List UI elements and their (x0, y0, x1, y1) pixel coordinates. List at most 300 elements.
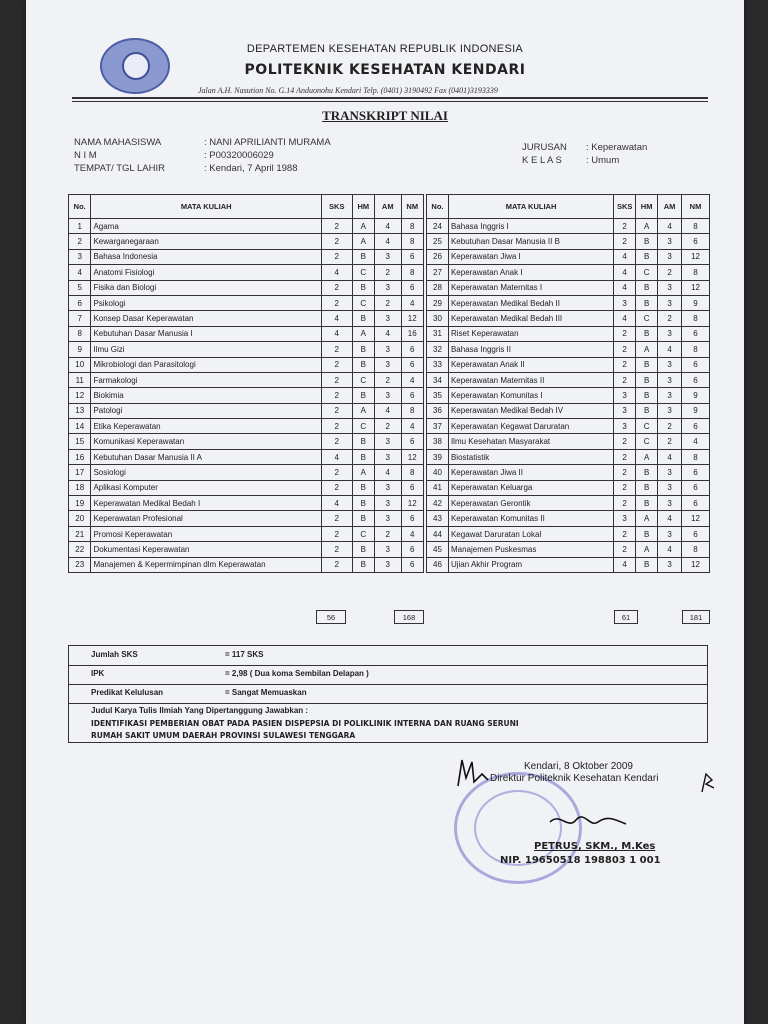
hm-grade: C (352, 526, 374, 541)
course-name: Keperawatan Komunitas I (448, 388, 613, 403)
am-value: 3 (658, 480, 682, 495)
col-header-no: No. (69, 195, 91, 219)
course-name: Ilmu Gizi (91, 342, 322, 357)
hm-grade: A (636, 511, 658, 526)
ipk-value: = 2,98 ( Dua koma Sembilan Delapan ) (225, 669, 369, 678)
thesis-title-line2: RUMAH SAKIT UMUM DAERAH PROVINSI SULAWESI TENGGARA (91, 731, 356, 740)
table-row (427, 480, 710, 495)
row-number: 4 (69, 265, 91, 280)
am-value: 4 (375, 234, 402, 249)
am-value: 3 (375, 480, 402, 495)
am-value: 3 (658, 403, 682, 418)
table-row (427, 219, 710, 234)
row-number: 41 (427, 480, 449, 495)
nm-value: 8 (401, 234, 423, 249)
hm-grade: C (636, 419, 658, 434)
row-number: 32 (427, 342, 449, 357)
row-number: 44 (427, 526, 449, 541)
sks-value: 2 (321, 280, 352, 295)
hm-grade: B (352, 496, 374, 511)
sks-value: 2 (614, 342, 636, 357)
table-row (427, 388, 710, 403)
row-number: 20 (69, 511, 91, 526)
row-number: 2 (69, 234, 91, 249)
am-value: 2 (658, 419, 682, 434)
sks-value: 4 (321, 449, 352, 464)
nm-value: 12 (401, 449, 423, 464)
summary-box (68, 645, 708, 743)
row-number: 31 (427, 326, 449, 341)
am-value: 2 (658, 434, 682, 449)
am-value: 3 (375, 249, 402, 264)
sks-value: 4 (614, 311, 636, 326)
nm-value: 9 (682, 388, 710, 403)
hm-grade: B (636, 526, 658, 541)
am-value: 3 (658, 295, 682, 310)
hm-grade: B (636, 388, 658, 403)
am-value: 3 (658, 496, 682, 511)
hm-grade: B (352, 557, 374, 572)
table-row (69, 219, 424, 234)
hm-grade: B (352, 449, 374, 464)
am-value: 3 (375, 311, 402, 326)
nm-value: 8 (401, 219, 423, 234)
row-number: 21 (69, 526, 91, 541)
hm-grade: A (636, 542, 658, 557)
row-number: 37 (427, 419, 449, 434)
sks-value: 2 (614, 480, 636, 495)
am-value: 3 (375, 557, 402, 572)
signature-position: Direktur Politeknik Kesehatan Kendari (490, 773, 659, 784)
row-number: 34 (427, 372, 449, 387)
hm-grade: B (352, 511, 374, 526)
course-name: Kegawat Daruratan Lokal (448, 526, 613, 541)
table-row (427, 449, 710, 464)
nm-value: 9 (682, 403, 710, 418)
row-number: 28 (427, 280, 449, 295)
sks-value: 2 (321, 372, 352, 387)
sks-total-label: Jumlah SKS (91, 650, 138, 659)
nm-value: 4 (401, 295, 423, 310)
row-number: 26 (427, 249, 449, 264)
name-label: NAMA MAHASISWA (74, 137, 162, 148)
sks-value: 2 (321, 249, 352, 264)
am-value: 3 (375, 542, 402, 557)
am-value: 2 (658, 265, 682, 280)
row-number: 14 (69, 419, 91, 434)
hm-grade: C (636, 434, 658, 449)
sks-value: 2 (614, 526, 636, 541)
director-nip: NIP. 19650518 198803 1 001 (500, 855, 661, 866)
col-header-am: AM (375, 195, 402, 219)
nm-value: 8 (401, 403, 423, 418)
header-rule-thin (72, 101, 708, 102)
institution-address: Jalan A.H. Nasution No. G.14 Anduonohu Kendari Telp. (0401) 3190492 Fax (0401)3193339 (198, 86, 498, 95)
nm-value: 6 (401, 280, 423, 295)
left-sks-total: 56 (316, 610, 346, 624)
row-number: 46 (427, 557, 449, 572)
table-row (69, 419, 424, 434)
table-row (427, 342, 710, 357)
table-row (69, 311, 424, 326)
table-row (427, 526, 710, 541)
sks-value: 3 (614, 511, 636, 526)
am-value: 4 (658, 511, 682, 526)
table-row (69, 465, 424, 480)
row-number: 35 (427, 388, 449, 403)
table-row (427, 419, 710, 434)
table-row (427, 280, 710, 295)
am-value: 4 (658, 542, 682, 557)
nm-value: 16 (401, 326, 423, 341)
course-name: Agama (91, 219, 322, 234)
table-row (427, 465, 710, 480)
table-row (69, 542, 424, 557)
nm-value: 6 (682, 326, 710, 341)
nm-value: 8 (682, 311, 710, 326)
hm-grade: A (352, 326, 374, 341)
course-name: Ilmu Kesehatan Masyarakat (448, 434, 613, 449)
hm-grade: B (352, 357, 374, 372)
nm-value: 6 (401, 557, 423, 572)
course-name: Patologi (91, 403, 322, 418)
sks-value: 2 (614, 542, 636, 557)
course-name: Kebutuhan Dasar Manusia II B (448, 234, 613, 249)
sks-value: 2 (321, 403, 352, 418)
table-row (69, 388, 424, 403)
am-value: 3 (375, 388, 402, 403)
hm-grade: B (636, 372, 658, 387)
nim-value: : P00320006029 (204, 150, 274, 161)
am-value: 3 (375, 496, 402, 511)
nm-value: 6 (682, 480, 710, 495)
hm-grade: B (352, 249, 374, 264)
course-name: Keperawatan Anak I (448, 265, 613, 280)
row-number: 40 (427, 465, 449, 480)
course-name: Keperawatan Medikal Bedah IV (448, 403, 613, 418)
row-number: 15 (69, 434, 91, 449)
table-row (69, 496, 424, 511)
am-value: 4 (658, 449, 682, 464)
row-number: 23 (69, 557, 91, 572)
hm-grade: C (636, 311, 658, 326)
row-number: 39 (427, 449, 449, 464)
col-header-course: MATA KULIAH (91, 195, 322, 219)
am-value: 3 (658, 326, 682, 341)
table-row (69, 234, 424, 249)
hm-grade: B (636, 465, 658, 480)
am-value: 3 (658, 557, 682, 572)
table-row (427, 249, 710, 264)
nm-value: 6 (682, 496, 710, 511)
hm-grade: B (352, 542, 374, 557)
sks-value: 2 (321, 219, 352, 234)
department-label: JURUSAN (522, 142, 567, 153)
paraf-signature-icon (452, 752, 492, 792)
row-number: 29 (427, 295, 449, 310)
am-value: 3 (658, 388, 682, 403)
nm-value: 6 (682, 357, 710, 372)
thesis-title-line1: IDENTIFIKASI PEMBERIAN OBAT PADA PASIEN DISPEPSIA DI POLIKLINIK INTERNA DAN RUANG SERUNI (91, 719, 519, 728)
hm-grade: B (636, 280, 658, 295)
sks-value: 4 (321, 311, 352, 326)
sks-value: 2 (321, 357, 352, 372)
sks-value: 2 (321, 342, 352, 357)
sks-value: 2 (614, 357, 636, 372)
row-number: 6 (69, 295, 91, 310)
table-row (69, 265, 424, 280)
hm-grade: B (636, 249, 658, 264)
course-name: Kewarganegaraan (91, 234, 322, 249)
sks-value: 3 (614, 403, 636, 418)
col-header-hm: HM (636, 195, 658, 219)
am-value: 3 (658, 465, 682, 480)
sks-value: 2 (614, 234, 636, 249)
course-name: Psikologi (91, 295, 322, 310)
col-header-hm: HM (352, 195, 374, 219)
am-value: 2 (658, 311, 682, 326)
hm-grade: B (636, 557, 658, 572)
right-nm-total: 181 (682, 610, 710, 624)
am-value: 3 (658, 234, 682, 249)
col-header-no: No. (427, 195, 449, 219)
col-header-course: MATA KULIAH (448, 195, 613, 219)
course-name: Dokumentasi Keperawatan (91, 542, 322, 557)
course-name: Keperawatan Anak II (448, 357, 613, 372)
table-row (427, 511, 710, 526)
row-number: 27 (427, 265, 449, 280)
institution-heading: POLITEKNIK KESEHATAN KENDARI (244, 62, 526, 78)
nm-value: 4 (401, 372, 423, 387)
table-row (427, 557, 710, 572)
am-value: 3 (658, 249, 682, 264)
table-row (69, 403, 424, 418)
sks-value: 2 (321, 295, 352, 310)
course-name: Komunikasi Keperawatan (91, 434, 322, 449)
nm-value: 4 (682, 434, 710, 449)
am-value: 2 (375, 295, 402, 310)
predicate-value: = Sangat Memuaskan (225, 688, 307, 697)
table-row (69, 434, 424, 449)
row-number: 43 (427, 511, 449, 526)
am-value: 3 (658, 372, 682, 387)
nm-value: 12 (401, 496, 423, 511)
predicate-label: Predikat Kelulusan (91, 688, 164, 697)
sks-value: 4 (321, 326, 352, 341)
course-name: Keperawatan Medikal Bedah III (448, 311, 613, 326)
sks-value: 2 (614, 219, 636, 234)
header-rule (72, 97, 708, 99)
table-row (69, 342, 424, 357)
sks-value: 4 (614, 557, 636, 572)
hm-grade: A (636, 342, 658, 357)
table-row (427, 326, 710, 341)
hm-grade: B (352, 434, 374, 449)
table-row (69, 295, 424, 310)
grades-table-left (68, 194, 424, 573)
nm-value: 12 (682, 557, 710, 572)
sks-value: 2 (614, 372, 636, 387)
sks-value: 2 (321, 511, 352, 526)
left-nm-total: 168 (394, 610, 424, 624)
summary-row-sks (69, 646, 707, 666)
nm-value: 8 (682, 449, 710, 464)
row-number: 10 (69, 357, 91, 372)
hm-grade: B (352, 311, 374, 326)
document-title: TRANSKRIPT NILAI (322, 108, 448, 123)
course-name: Konsep Dasar Keperawatan (91, 311, 322, 326)
nm-value: 12 (401, 311, 423, 326)
table-row (69, 249, 424, 264)
nm-value: 6 (401, 480, 423, 495)
course-name: Kebutuhan Dasar Manusia II A (91, 449, 322, 464)
col-header-sks: SKS (321, 195, 352, 219)
am-value: 4 (375, 326, 402, 341)
nm-value: 9 (682, 295, 710, 310)
hm-grade: B (636, 403, 658, 418)
sks-value: 2 (321, 234, 352, 249)
col-header-sks: SKS (614, 195, 636, 219)
table-row (427, 372, 710, 387)
row-number: 45 (427, 542, 449, 557)
nm-value: 6 (682, 234, 710, 249)
table-row (427, 357, 710, 372)
course-name: Fisika dan Biologi (91, 280, 322, 295)
row-number: 9 (69, 342, 91, 357)
am-value: 3 (375, 449, 402, 464)
course-name: Ujian Akhir Program (448, 557, 613, 572)
sks-value: 2 (321, 434, 352, 449)
hm-grade: B (352, 280, 374, 295)
nm-value: 8 (682, 265, 710, 280)
course-name: Keperawatan Maternitas II (448, 372, 613, 387)
nm-value: 6 (682, 372, 710, 387)
am-value: 3 (658, 357, 682, 372)
course-name: Keperawatan Medikal Bedah II (448, 295, 613, 310)
am-value: 2 (375, 419, 402, 434)
row-number: 3 (69, 249, 91, 264)
sks-value: 2 (321, 542, 352, 557)
hm-grade: B (352, 480, 374, 495)
department-value: : Keperawatan (586, 142, 648, 153)
hm-grade: B (636, 234, 658, 249)
hm-grade: B (636, 295, 658, 310)
sks-value: 3 (614, 388, 636, 403)
hm-grade: C (636, 265, 658, 280)
sks-value: 3 (614, 419, 636, 434)
course-name: Promosi Keperawatan (91, 526, 322, 541)
row-number: 19 (69, 496, 91, 511)
hm-grade: C (352, 295, 374, 310)
nm-value: 6 (401, 388, 423, 403)
nm-value: 8 (401, 465, 423, 480)
course-name: Keperawatan Gerontik (448, 496, 613, 511)
table-row (427, 311, 710, 326)
nm-value: 6 (401, 342, 423, 357)
row-number: 1 (69, 219, 91, 234)
col-header-am: AM (658, 195, 682, 219)
table-row (427, 403, 710, 418)
table-row (69, 526, 424, 541)
sks-value: 2 (321, 388, 352, 403)
course-name: Aplikasi Komputer (91, 480, 322, 495)
course-name: Keperawatan Maternitas I (448, 280, 613, 295)
table-row (427, 542, 710, 557)
course-name: Bahasa Indonesia (91, 249, 322, 264)
nm-value: 8 (682, 542, 710, 557)
nm-value: 6 (682, 419, 710, 434)
nm-value: 6 (401, 357, 423, 372)
hm-grade: C (352, 372, 374, 387)
name-value: : NANI APRILIANTI MURAMA (204, 137, 331, 148)
row-number: 18 (69, 480, 91, 495)
course-name: Manajemen & Kepermimpinan dlm Keperawatan (91, 557, 322, 572)
row-number: 8 (69, 326, 91, 341)
row-number: 30 (427, 311, 449, 326)
hm-grade: A (636, 219, 658, 234)
row-number: 7 (69, 311, 91, 326)
sks-value: 2 (614, 449, 636, 464)
hm-grade: B (636, 326, 658, 341)
hm-grade: B (352, 342, 374, 357)
col-header-nm: NM (401, 195, 423, 219)
right-sks-total: 61 (614, 610, 638, 624)
hm-grade: A (352, 465, 374, 480)
class-value: : Umum (586, 155, 620, 166)
row-number: 11 (69, 372, 91, 387)
table-row (69, 480, 424, 495)
summary-row-predicate (69, 684, 707, 704)
nm-value: 8 (682, 342, 710, 357)
signature-place-date: Kendari, 8 Oktober 2009 (524, 761, 633, 772)
sks-value: 2 (614, 465, 636, 480)
hm-grade: B (636, 496, 658, 511)
nm-value: 6 (401, 249, 423, 264)
table-row (427, 234, 710, 249)
director-name: PETRUS, SKM., M.Kes (534, 841, 656, 852)
nm-value: 8 (401, 265, 423, 280)
row-number: 38 (427, 434, 449, 449)
am-value: 2 (375, 265, 402, 280)
course-name: Bahasa Inggris I (448, 219, 613, 234)
course-name: Etika Keperawatan (91, 419, 322, 434)
am-value: 4 (658, 342, 682, 357)
row-number: 16 (69, 449, 91, 464)
class-label: K E L A S (522, 155, 562, 166)
nm-value: 6 (682, 526, 710, 541)
nm-value: 6 (401, 511, 423, 526)
sks-value: 4 (614, 280, 636, 295)
sks-value: 4 (321, 265, 352, 280)
course-name: Keperawatan Keluarga (448, 480, 613, 495)
table-row (427, 496, 710, 511)
am-value: 3 (375, 342, 402, 357)
course-name: Anatomi Fisiologi (91, 265, 322, 280)
nm-value: 4 (401, 526, 423, 541)
sks-value: 3 (614, 295, 636, 310)
am-value: 4 (375, 465, 402, 480)
course-name: Keperawatan Komunitas II (448, 511, 613, 526)
table-row (69, 326, 424, 341)
nim-label: N I M (74, 150, 97, 161)
nm-value: 12 (682, 511, 710, 526)
hm-grade: A (352, 403, 374, 418)
table-row (69, 449, 424, 464)
course-name: Riset Keperawatan (448, 326, 613, 341)
course-name: Kebutuhan Dasar Manusia I (91, 326, 322, 341)
table-row (427, 434, 710, 449)
sks-value: 4 (614, 265, 636, 280)
